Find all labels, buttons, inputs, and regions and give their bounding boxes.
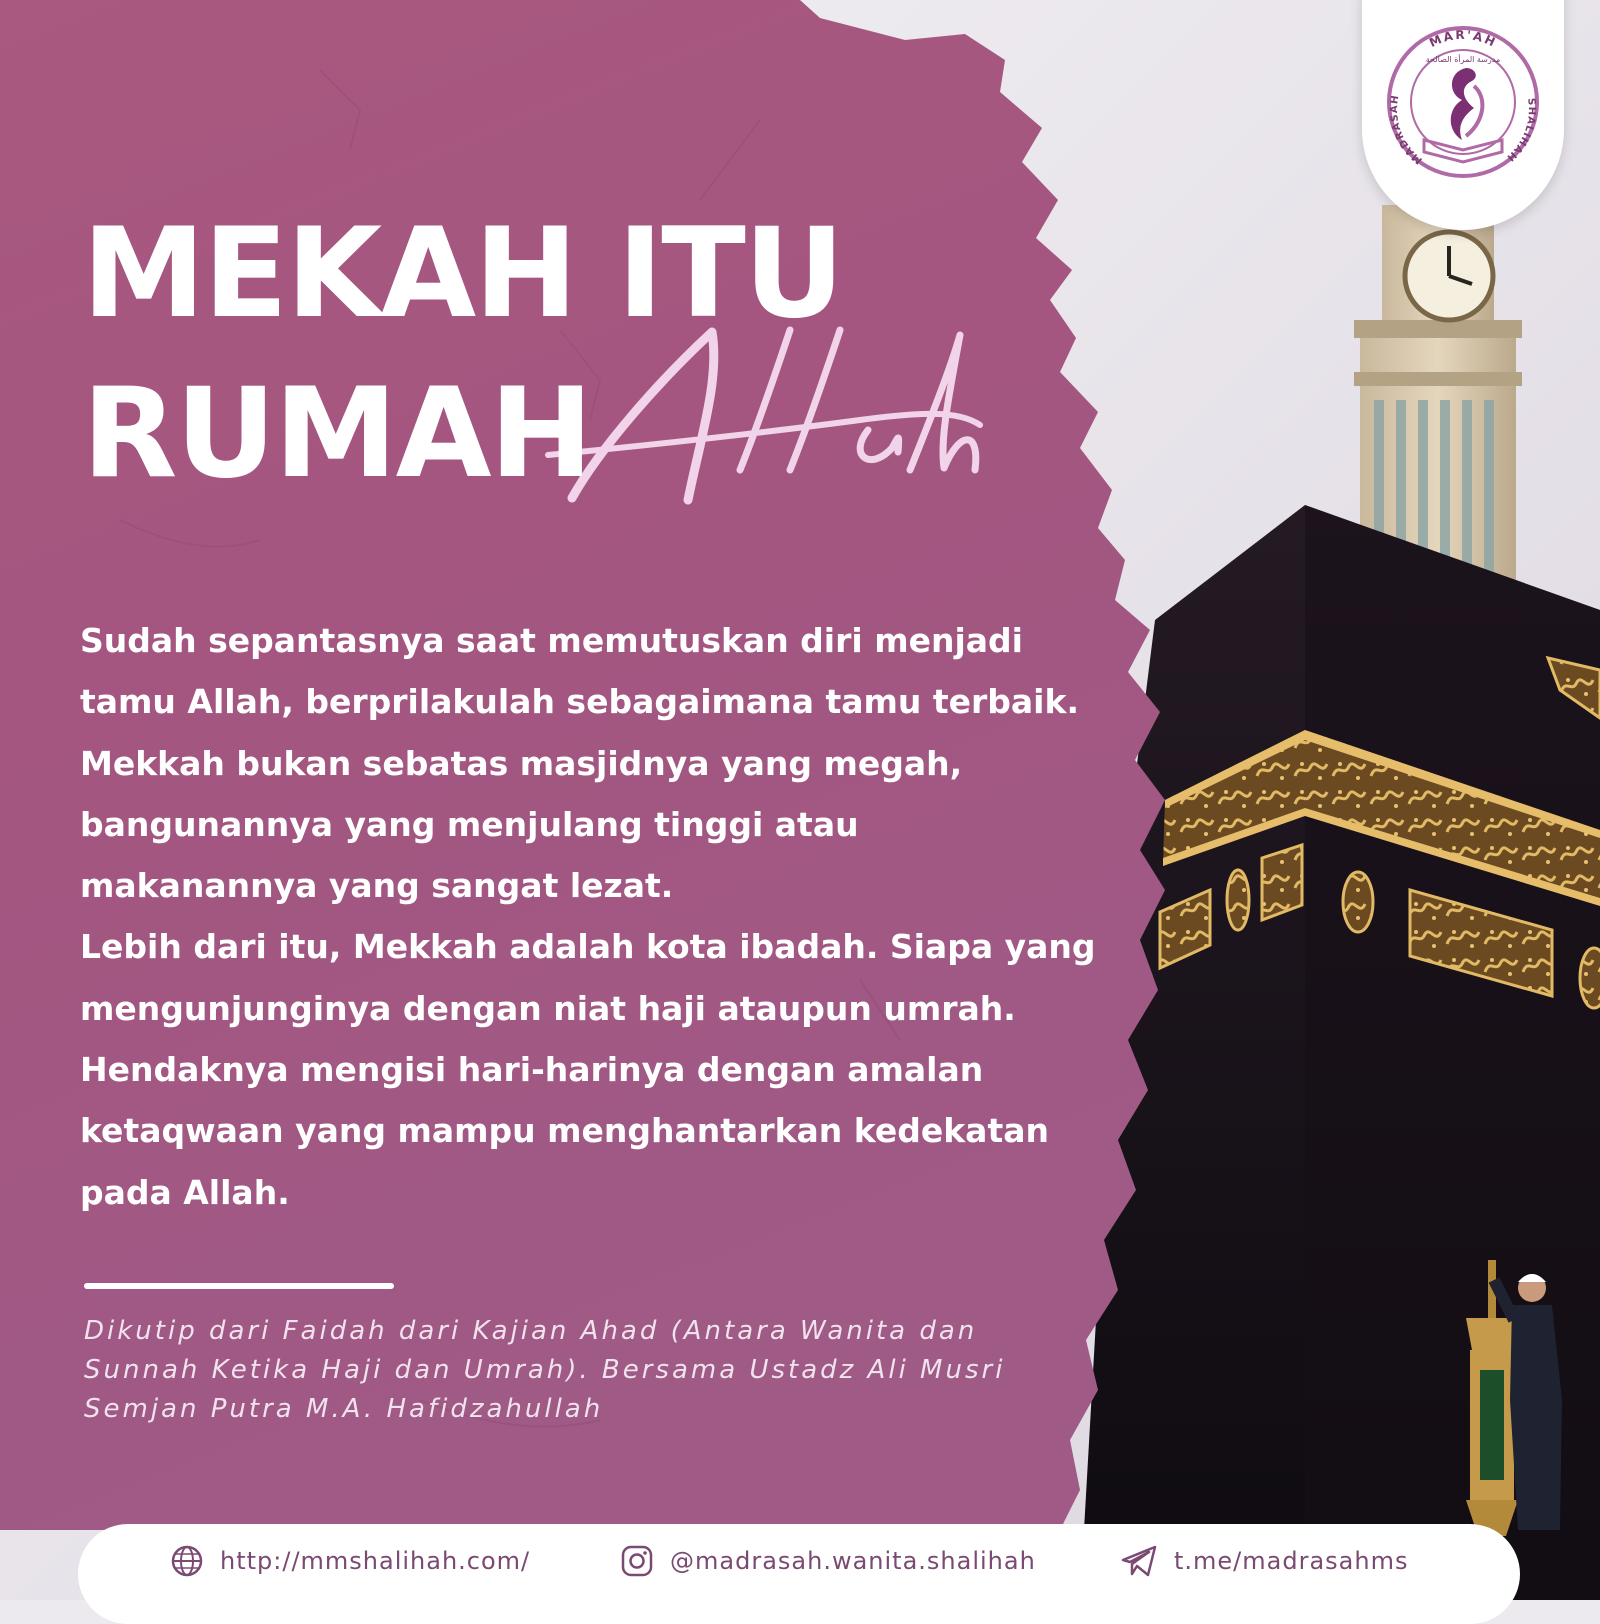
footer-instagram[interactable] (620, 1538, 1036, 1584)
instagram-icon (620, 1544, 654, 1578)
source-line: Sunnah Ketika Haji dan Umrah). Bersama Ustadz Ali Musri (84, 1355, 1006, 1385)
body-line: Lebih dari itu, Mekkah adalah kota ibadah. Siapa yang (80, 927, 1096, 967)
source-line: Dikutip dari Faidah dari Kajian Ahad (Antara Wanita dan (84, 1316, 978, 1346)
source-citation (84, 1312, 1044, 1429)
body-line: makanannya yang sangat lezat. (80, 866, 674, 906)
body-line: Mekkah bukan sebatas masjidnya yang megah, (80, 743, 963, 783)
footer-telegram-text: t.me/madrasahms (1174, 1547, 1409, 1575)
divider (84, 1283, 394, 1289)
body-line: tamu Allah, berprilakulah sebagaimana tamu terbaik. (80, 682, 1079, 722)
body-line: Hendaknya mengisi hari-harinya dengan amalan (80, 1050, 984, 1090)
title-line-2: RUMAH (82, 362, 592, 506)
logo-right-text: SHALIHAH (1503, 97, 1538, 164)
globe-icon (170, 1544, 204, 1578)
logo-arabic-text: مدرسة المرأة الصالحة (1425, 55, 1501, 64)
telegram-icon (1120, 1544, 1158, 1578)
logo-left-text: MADRASAH (1389, 93, 1425, 166)
body-line: pada Allah. (80, 1172, 290, 1212)
footer-instagram-text: @madrasah.wanita.shalihah (670, 1547, 1036, 1575)
body-text (80, 610, 1120, 1223)
source-line: Semjan Putra M.A. Hafidzahullah (84, 1394, 604, 1424)
footer-website-text: http://mmshalihah.com/ (220, 1547, 531, 1575)
body-line: mengunjunginya dengan niat haji ataupun umrah. (80, 988, 1016, 1028)
body-line: bangunannya yang menjulang tinggi atau (80, 804, 859, 844)
logo-badge (1362, 0, 1564, 230)
footer-website[interactable] (170, 1538, 530, 1584)
body-line: ketaqwaan yang mampu menghantarkan kedekatan (80, 1111, 1049, 1151)
logo-top-text: MAR'AH (1427, 27, 1500, 51)
kaaba (1080, 505, 1600, 1600)
madrasah-logo (1362, 0, 1564, 230)
title-line-1: MEKAH ITU (82, 202, 843, 346)
body-line: Sudah sepantasnya saat memutuskan diri menjadi (80, 621, 1023, 660)
footer-telegram[interactable] (1120, 1538, 1408, 1584)
